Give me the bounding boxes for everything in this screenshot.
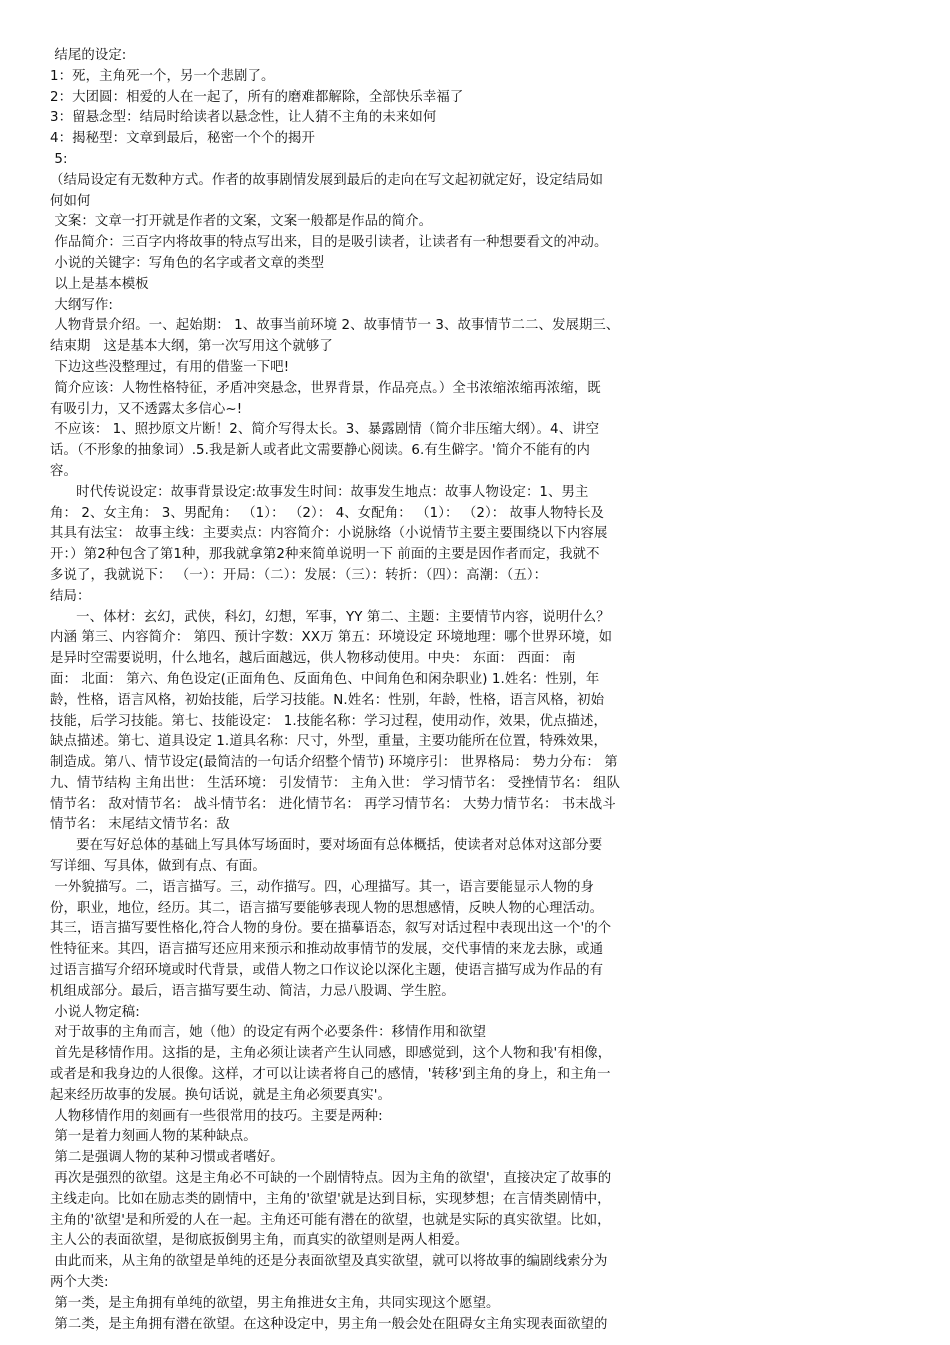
text-line: 要在写好总体的基础上写具体写场面时，要对场面有总体概括，使读者对总体对这部分要 — [50, 838, 603, 854]
text-line: 龄，性格，语言风格，初始技能，后学习技能。N.姓名：性别，年龄，性格，语言风格，初始 — [50, 692, 605, 708]
text-line: 2：大团圆：相爱的人在一起了，所有的磨难都解除，全部快乐幸福了 — [50, 89, 464, 105]
text-line: 九、情节结构 主角出世： 生活环境： 引发情节： 主角入世： 学习情节名： 受挫情节名： 组队 — [50, 775, 621, 791]
text-line: 有吸引力，又不透露太多信心~! — [50, 401, 243, 417]
text-line: 不应该： 1、照抄原文片断！2、简介写得太长。3、暴露剧情（简介非压缩大纲）。4、讲空 — [50, 422, 600, 438]
text-line: 多说了，我就说下： （一）：开局：（二）：发展：（三）：转折：（四）：高潮：（五）： — [50, 567, 548, 583]
text-line: 面： 北面： 第六、角色设定(正面角色、反面角色、中间角色和闲杂职业) 1.姓名：性别，年 — [50, 671, 600, 687]
text-line: 再次是强烈的欲望。这是主角必不可缺的一个剧情特点。因为主角的欲望'，直接决定了故事的 — [50, 1171, 612, 1187]
text-line: 4：揭秘型：文章到最后，秘密一个个的揭开 — [50, 131, 315, 147]
text-line: 3：留悬念型：结局时给读者以悬念性，让人猜不主角的未来如何 — [50, 110, 437, 126]
text-line: 对于故事的主角而言，她（他）的设定有两个必要条件：移情作用和欲望 — [50, 1025, 487, 1041]
text-line: 份，职业，地位，经历。其二，语言描写要能够表现人物的思想感情，反映人物的心理活动。 — [50, 900, 604, 916]
text-line: 一外貌描写。二，语言描写。三，动作描写。四，心理描写。其一，语言要能显示人物的身 — [50, 879, 594, 895]
text-line: 何如何 — [50, 193, 91, 209]
text-line: 人物移情作用的刻画有一些很常用的技巧。主要是两种: — [50, 1108, 383, 1124]
text-line: 下边这些没整理过，有用的借鉴一下吧! — [50, 359, 290, 375]
text-line: 其具有法宝： 故事主线：主要卖点：内容简介：小说脉络（小说情节主要主要围绕以下内容展 — [50, 526, 608, 542]
text-line: 第二类，是主角拥有潜在欲望。在这种设定中，男主角一般会处在阻碍女主角实现表面欲望的 — [50, 1316, 608, 1332]
text-line: 写详细、写具体，做到有点、有面。 — [50, 859, 266, 875]
text-line: 小说人物定稿: — [50, 1004, 140, 1020]
text-line: 主人公的表面欲望，是彻底扳倒男主角，而真实的欲望则是两人相爱。 — [50, 1233, 469, 1249]
text-line: （结局设定有无数种方式。作者的故事剧情发展到最后的走向在写文起初就定好，设定结局如 — [50, 172, 604, 188]
text-line: 内涵 第三、内容简介： 第四、预计字数：XX万 第五：环境设定 环境地理：哪个世界环境，如 — [50, 630, 613, 646]
text-line: 1：死，主角死一个，另一个悲剧了。 — [50, 68, 275, 84]
text-line: 过语言描写介绍环境或时代背景，或借人物之口作议论以深化主题，使语言描写成为作品的有 — [50, 963, 604, 979]
text-line: 结束期 这是基本大纲，第一次写用这个就够了 — [50, 339, 333, 355]
text-line: 开：）第2种包含了第1种，那我就拿第2种来简单说明一下 前面的主要是因作者而定，我就不 — [50, 547, 600, 563]
text-line: 由此而来，从主角的欲望是单纯的还是分表面欲望及真实欲望，就可以将故事的编剧线索分为 — [50, 1254, 608, 1270]
text-line: 角： 2、女主角： 3、男配角： （1）： （2）： 4、女配角： （1）： （2）： 故事人物特长及 — [50, 505, 605, 521]
text-line: 简介应该：人物性格特征，矛盾冲突悬念，世界背景，作品亮点。）全书浓缩浓缩再浓缩，既 — [50, 380, 601, 396]
text-line: 话。（不形象的抽象词）.5.我是新人或者此文需要静心阅读。6.有生僻字。'简介不能有的内 — [50, 443, 591, 459]
text-line: 以上是基本模板 — [50, 276, 149, 292]
text-line: 结局： — [50, 588, 91, 604]
text-line: 技能，后学习技能。第七、技能设定： 1.技能名称：学习过程，使用动作，效果，优点描述， — [50, 713, 607, 729]
text-line: 是异时空需要说明，什么地名，越后面越远，供人物移动使用。中央： 东面： 西面： 南 — [50, 651, 576, 667]
text-line: 第一是着力刻画人物的某种缺点。 — [50, 1129, 257, 1145]
text-line: 一、体材：玄幻，武侠，科幻，幻想，军事，YY 第二、主题：主要情节内容，说明什么？ — [50, 609, 610, 625]
text-line: 容。 — [50, 463, 77, 479]
text-line: 大纲写作: — [50, 297, 113, 313]
text-line: 性特征来。其四，语言描写还应用来预示和推动故事情节的发展，交代事情的来龙去脉，或通 — [50, 942, 604, 958]
text-line: 主线走向。比如在励志类的剧情中，主角的'欲望'就是达到目标，实现梦想；在言情类剧情中， — [50, 1191, 611, 1207]
text-line: 其三，语言描写要性格化,符合人物的身份。要在描摹语态，叙写对话过程中表现出这一个'的个 — [50, 921, 612, 937]
text-line: 时代传说设定：故事背景设定:故事发生时间：故事发生地点：故事人物设定：1、男主 — [50, 484, 589, 500]
text-line: 制造成。第八、情节设定(最简洁的一句话介绍整个情节) 环境序引： 世界格局： 势力分布： 第 — [50, 755, 618, 771]
text-line: 结尾的设定: — [50, 48, 127, 63]
text-line: 人物背景介绍。一、起始期： 1、故事当前环境 2、故事情节一 3、故事情节二二、发展期三、 — [50, 318, 620, 334]
text-line: 作品简介：三百字内将故事的特点写出来，目的是吸引读者，让读者有一种想要看文的冲动。 — [50, 235, 608, 251]
text-line: 第二是强调人物的某种习惯或者嗜好。 — [50, 1150, 284, 1166]
text-line: 起来经历故事的发展。换句话说，就是主角必须要真实'。 — [50, 1087, 392, 1103]
text-line: 文案：文章一打开就是作者的文案，文案一般都是作品的简介。 — [50, 214, 433, 230]
text-line: 情节名： 敌对情节名： 战斗情节名： 进化情节名： 再学习情节名： 大势力情节名： 书末战斗 — [50, 796, 616, 812]
text-line: 两个大类: — [50, 1275, 109, 1291]
text-line: 机组成部分。最后，语言描写要生动、简洁，力忌八股调、学生腔。 — [50, 983, 455, 999]
text-line: 主角的'欲望'是和所爱的人在一起。主角还可能有潜在的欲望，也就是实际的真实欲望。比如， — [50, 1212, 611, 1228]
text-line: 第一类，是主角拥有单纯的欲望，男主角推进女主角，共同实现这个愿望。 — [50, 1295, 500, 1311]
text-line: 5: — [50, 151, 68, 167]
text-line: 缺点描述。第七、道具设定 1.道具名称：尺寸，外型，重量，主要功能所在位置，特殊效果， — [50, 734, 607, 750]
text-line: 情节名： 末尾结文情节名：敌 — [50, 817, 230, 833]
text-line: 首先是移情作用。这指的是，主角必须让读者产生认同感，即感觉到，这个人物和我'有相像， — [50, 1046, 612, 1062]
text-line: 小说的关键字：写角色的名字或者文章的类型 — [50, 255, 325, 271]
text-line: 或者是和我身边的人很像。这样，才可以让读者将自己的感情，'转移'到主角的身上，和主角一 — [50, 1067, 611, 1083]
